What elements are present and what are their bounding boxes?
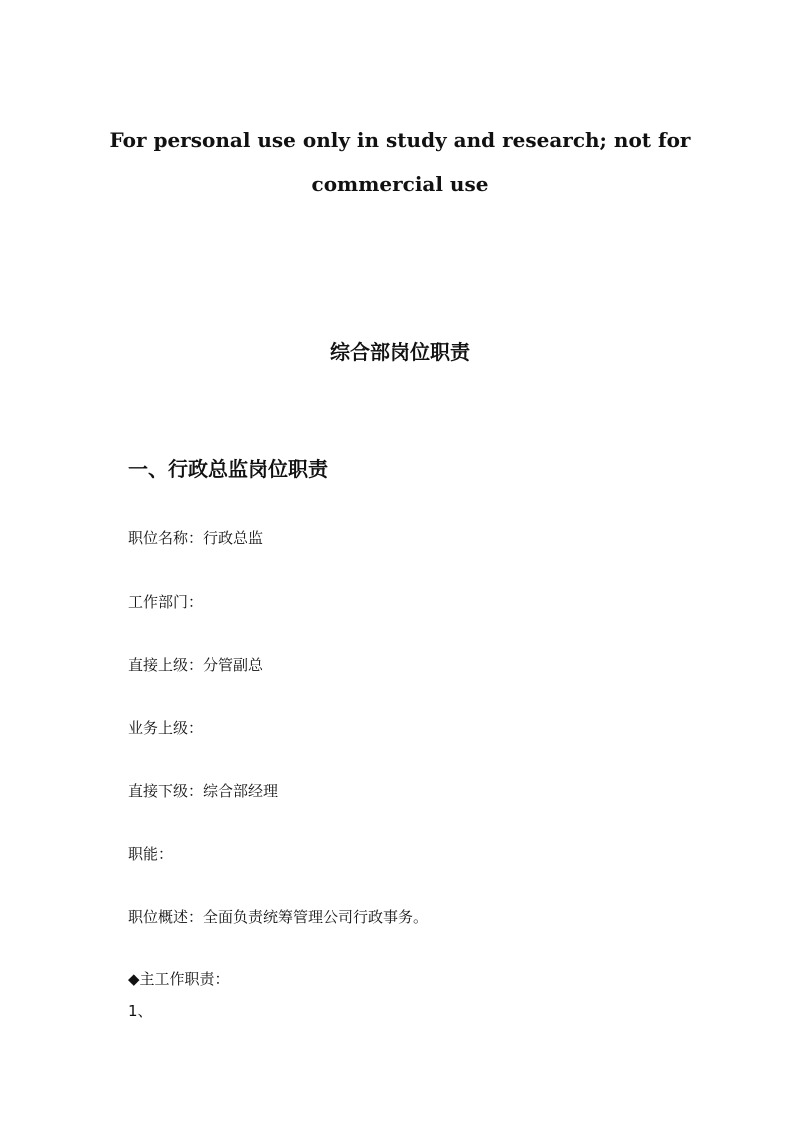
disclaimer-line-1: For personal use only in study and research; not for [109, 128, 691, 152]
field-job-title [128, 527, 263, 548]
field-value: 综合部经理 [203, 782, 279, 800]
field-direct-superior [128, 654, 263, 675]
duties-heading: ◆主工作职责： [128, 970, 230, 988]
field-label: 职能： [128, 845, 174, 863]
field-label: 业务上级： [128, 719, 204, 737]
field-business-superior [128, 717, 203, 738]
field-department [128, 591, 203, 612]
field-label: 直接上级： [128, 656, 204, 674]
field-value: 行政总监 [203, 529, 264, 547]
field-function [128, 843, 173, 864]
field-direct-subordinate [128, 780, 278, 801]
field-job-summary [128, 906, 428, 927]
section-heading: 一、行政总监岗位职责 [128, 457, 328, 481]
field-value: 全面负责统筹管理公司行政事务。 [203, 908, 429, 926]
field-label: 职位概述： [128, 908, 204, 926]
duty-item-1: 1、 [128, 1002, 153, 1020]
disclaimer [100, 118, 700, 206]
field-value: 分管副总 [203, 656, 264, 674]
field-label: 工作部门： [128, 593, 204, 611]
field-label: 直接下级： [128, 782, 204, 800]
disclaimer-line-2: commercial use [311, 172, 489, 196]
field-label: 职位名称： [128, 529, 204, 547]
document-title: 综合部岗位职责 [330, 340, 470, 364]
